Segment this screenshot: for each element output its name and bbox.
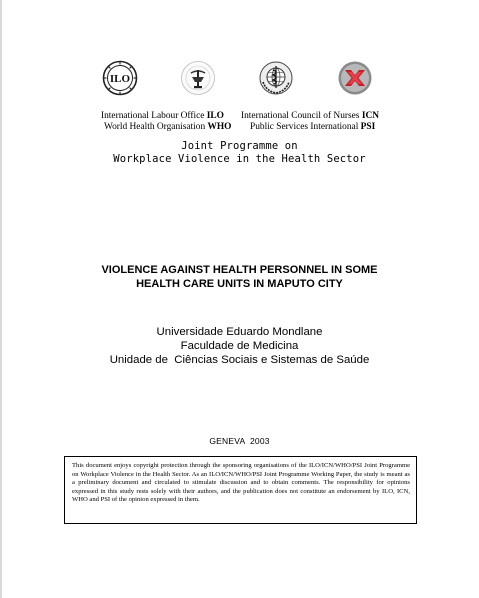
ilo-logo-icon: [102, 60, 138, 96]
org-icn-abbr: ICN: [361, 111, 380, 121]
org-psi-abbr: PSI: [360, 122, 376, 132]
title-line-1: VIOLENCE AGAINST HEALTH PERSONNEL IN SOME: [101, 264, 378, 276]
programme-heading: [0, 140, 479, 166]
programme-line-1: Joint Programme on: [181, 140, 298, 152]
place-and-date: GENEVA 2003: [209, 436, 270, 446]
author-institution: [0, 325, 479, 367]
org-psi-name: Public Services International: [250, 122, 359, 132]
org-icn: [241, 111, 379, 122]
copyright-notice-box: [64, 456, 417, 524]
copyright-notice-text: This document enjoys copyright protection through the sponsoring organisations of the ILO/ICN/WHO/PSI Joint Programme on Workplace Violence in the Health Sector. As an ILO/ICN/WHO/PSI Joint Programme Working Paper, the study is meant as a preliminary document and circulated to stimulate discussion and to obtain comments. The responsibility for opinions expressed in this study rests solely with their authors, and the publication does not constitute an endorsement by ILO, ICN, WHO and PSI of the opinion expressed in them.: [72, 462, 410, 504]
org-who-abbr: WHO: [207, 122, 232, 132]
org-psi: [250, 122, 375, 133]
org-ilo-abbr: ILO: [206, 111, 224, 121]
document-title: [0, 263, 479, 291]
who-logo-icon: [258, 60, 294, 96]
org-ilo-name: International Labour Office: [101, 111, 205, 121]
org-ilo: [101, 111, 224, 122]
ilo-logo-text: ILO: [109, 73, 131, 85]
org-who: [104, 122, 231, 133]
psi-logo-icon: [337, 60, 373, 96]
icn-logo-icon: [180, 60, 216, 96]
author-line-1: Universidade Eduardo Mondlane: [156, 326, 323, 338]
programme-line-2: Workplace Violence in the Health Sector: [113, 153, 366, 165]
author-line-3: Unidade de Ciências Sociais e Sistemas de Saúde: [109, 354, 370, 366]
org-who-name: World Health Organisation: [104, 122, 206, 132]
logo-row: [0, 60, 479, 96]
title-line-2: HEALTH CARE UNITS IN MAPUTO CITY: [136, 278, 343, 290]
author-line-2: Faculdade de Medicina: [180, 340, 299, 352]
org-icn-name: International Council of Nurses: [241, 111, 360, 121]
